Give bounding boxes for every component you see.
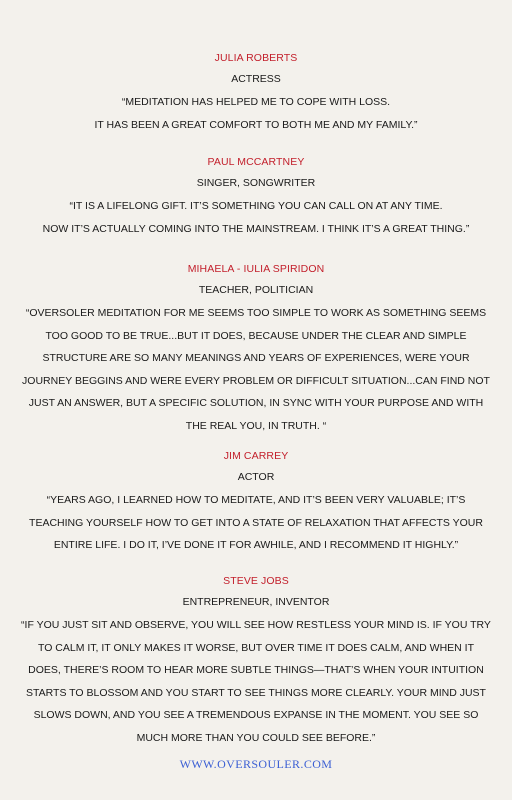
testimonial-quote bbox=[20, 195, 492, 240]
testimonial-role: ACTOR bbox=[237, 471, 275, 483]
testimonial-name: JIM CARREY bbox=[223, 450, 289, 462]
quote-line: ENTIRE LIFE. I DO IT, I’VE DONE IT FOR AWHILE, AND I RECOMMEND IT HIGHLY.” bbox=[53, 539, 459, 551]
testimonial-quote bbox=[20, 489, 492, 557]
quote-line: “OVERSOLER MEDITATION FOR ME SEEMS TOO SIMPLE TO WORK AS SOMETHING SEEMS bbox=[25, 307, 487, 319]
testimonial-role: TEACHER, POLITICIAN bbox=[198, 284, 314, 296]
testimonial-quote bbox=[20, 302, 492, 437]
testimonial-role: ENTREPRENEUR, INVENTOR bbox=[182, 596, 330, 608]
quote-line: NOW IT’S ACTUALLY COMING INTO THE MAINSTREAM. I THINK IT’S A GREAT THING.” bbox=[42, 222, 470, 235]
quote-line: DOES, THERE’S ROOM TO HEAR MORE SUBTLE THINGS—THAT’S WHEN YOUR INTUITION bbox=[28, 664, 484, 676]
testimonial-name: STEVE JOBS bbox=[223, 575, 289, 587]
quote-line: TEACHING YOURSELF HOW TO GET INTO A STATE OF RELAXATION THAT AFFECTS YOUR bbox=[29, 516, 483, 529]
testimonial-quote bbox=[20, 91, 492, 136]
quote-line: TOO GOOD TO BE TRUE...BUT IT DOES, BECAUSE UNDER THE CLEAR AND SIMPLE bbox=[45, 329, 467, 342]
quote-line: “IT IS A LIFELONG GIFT. IT’S SOMETHING YOU CAN CALL ON AT ANY TIME. bbox=[69, 200, 443, 212]
quote-line: STARTS TO BLOSSOM AND YOU START TO SEE THINGS MORE CLEARLY. YOUR MIND JUST bbox=[26, 686, 486, 699]
quote-line: “YEARS AGO, I LEARNED HOW TO MEDITATE, AND IT’S BEEN VERY VALUABLE; IT’S bbox=[46, 494, 466, 506]
testimonial-quote bbox=[20, 614, 492, 749]
quote-line: IT HAS BEEN A GREAT COMFORT TO BOTH ME AND MY FAMILY.” bbox=[94, 118, 418, 131]
quote-line: JUST AN ANSWER, BUT A SPECIFIC SOLUTION, IN SYNC WITH YOUR PURPOSE AND WITH bbox=[28, 397, 484, 409]
testimonial-role: SINGER, SONGWRITER bbox=[196, 177, 316, 189]
testimonial-name: MIHAELA - IULIA SPIRIDON bbox=[187, 263, 325, 275]
quote-line: “MEDITATION HAS HELPED ME TO COPE WITH LOSS. bbox=[121, 96, 391, 108]
quote-line: MUCH MORE THAN YOU COULD SEE BEFORE.” bbox=[136, 731, 376, 744]
testimonial-jim-carrey bbox=[20, 449, 492, 557]
quote-line: THE REAL YOU, IN TRUTH. “ bbox=[185, 419, 327, 432]
testimonial-steve-jobs bbox=[20, 574, 492, 749]
testimonial-name: JULIA ROBERTS bbox=[214, 52, 298, 64]
quote-line: STRUCTURE ARE SO MANY MEANINGS AND YEARS OF EXPERIENCES, WERE YOUR bbox=[42, 352, 470, 364]
testimonial-paul-mccartney bbox=[20, 155, 492, 240]
testimonial-julia-roberts bbox=[20, 51, 492, 136]
quote-line: “IF YOU JUST SIT AND OBSERVE, YOU WILL SEE HOW RESTLESS YOUR MIND IS. IF YOU TRY bbox=[21, 619, 491, 631]
testimonial-role: ACTRESS bbox=[231, 73, 281, 85]
quote-line: TO CALM IT, IT ONLY MAKES IT WORSE, BUT OVER TIME IT DOES CALM, AND WHEN IT bbox=[37, 641, 475, 654]
quote-line: SLOWS DOWN, AND YOU SEE A TREMENDOUS EXPANSE IN THE MOMENT. YOU SEE SO bbox=[33, 709, 479, 721]
website-link[interactable]: WWW.OVERSOULER.COM bbox=[179, 757, 333, 771]
quote-line: JOURNEY BEGGINS AND WERE EVERY PROBLEM OR DIFFICULT SITUATION...CAN FIND NOT bbox=[22, 374, 490, 387]
testimonial-name: PAUL MCCARTNEY bbox=[207, 156, 305, 168]
testimonial-mihaela-iulia-spiridon bbox=[20, 262, 492, 437]
